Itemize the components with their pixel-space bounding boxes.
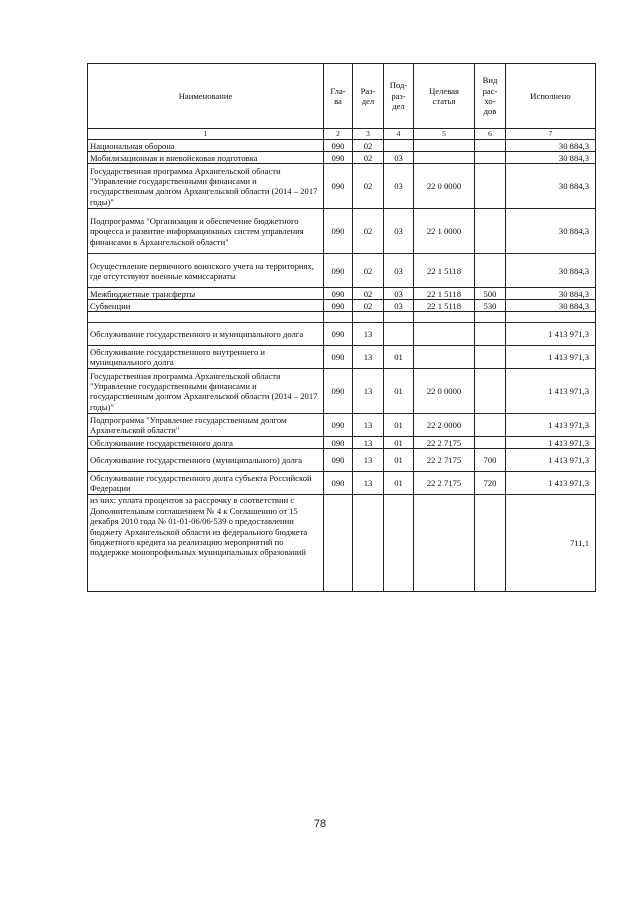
row-name: Государственная программа Архангельской области "Управление государственными финансами и государственным долгом Архангельской области (2014 – 2017 годы)" [88,369,324,414]
row-razdel: 02 [353,254,384,288]
row-name: Национальная оборона [88,140,324,152]
row-glava: 090 [324,414,353,437]
row-razdel: 02 [353,209,384,254]
row-podrazdel: 03 [384,164,414,209]
row-podrazdel: 03 [384,300,414,312]
row-podrazdel: 03 [384,152,414,164]
row-statya: 22 1 5118 [414,288,475,300]
header-statya: Целевая статья [414,64,475,129]
row-glava: 090 [324,254,353,288]
row-statya: 22 0 0000 [414,164,475,209]
row-razdel: 13 [353,449,384,472]
row-statya: 22 1 0000 [414,209,475,254]
table-row [88,346,596,369]
row-glava: 090 [324,288,353,300]
column-index: 4 [384,129,414,140]
row-value: 1 413 971,3 [506,369,596,414]
row-podrazdel: 03 [384,288,414,300]
row-statya [414,495,475,592]
row-razdel: 02 [353,140,384,152]
row-statya [414,323,475,346]
table-row [88,323,596,346]
row-statya: 22 2 7175 [414,437,475,449]
column-index: 1 [88,129,324,140]
row-podrazdel [384,495,414,592]
table-row [88,140,596,152]
row-razdel: 13 [353,369,384,414]
row-value: 1 413 971,3 [506,472,596,495]
row-statya: 22 1 5118 [414,254,475,288]
table-row [88,152,596,164]
row-vid: 530 [475,300,506,312]
row-value: 1 413 971,3 [506,449,596,472]
table-row [88,495,596,592]
column-index: 2 [324,129,353,140]
row-glava: 090 [324,323,353,346]
row-vid: 700 [475,449,506,472]
row-glava: 090 [324,346,353,369]
row-vid [475,437,506,449]
row-statya: 22 0 0000 [414,369,475,414]
header-glava: Гла- ва [324,64,353,129]
row-statya: 22 1 5118 [414,300,475,312]
table-row [88,300,596,312]
table-row [88,472,596,495]
row-podrazdel: 01 [384,414,414,437]
row-podrazdel: 03 [384,209,414,254]
row-vid [475,140,506,152]
table-row [88,254,596,288]
row-razdel: 13 [353,437,384,449]
row-razdel: 13 [353,346,384,369]
row-razdel: 02 [353,164,384,209]
row-value: 30 884,3 [506,164,596,209]
spacer-cell [414,312,475,323]
row-value: 1 413 971,3 [506,323,596,346]
row-glava: 090 [324,472,353,495]
table-row [88,209,596,254]
row-value: 30 884,3 [506,209,596,254]
header-podrazdel: Под- раз- дел [384,64,414,129]
row-vid [475,495,506,592]
row-name: Обслуживание государственного внутреннего и муниципального долга [88,346,324,369]
row-vid: 720 [475,472,506,495]
row-statya: 22 2 7175 [414,472,475,495]
row-vid [475,346,506,369]
header-razdel: Раз- дел [353,64,384,129]
column-index: 7 [506,129,596,140]
row-name: Осуществление первичного воинского учета на территориях, где отсутствуют военные комиссариаты [88,254,324,288]
row-razdel: 02 [353,152,384,164]
row-razdel: 13 [353,414,384,437]
row-value: 1 413 971,3 [506,437,596,449]
row-podrazdel: 01 [384,369,414,414]
row-name: Мобилизационная и вневойсковая подготовка [88,152,324,164]
column-index: 3 [353,129,384,140]
spacer-cell [88,312,324,323]
row-value: 30 884,3 [506,300,596,312]
row-podrazdel: 01 [384,472,414,495]
spacer-cell [506,312,596,323]
row-name: из них: уплата процентов за рассрочку в соответствии с Дополнительным соглашением № 4 к Соглашению от 15 декабря 2010 года № 01-01-06/06-539 о предоставлении бюджету Архангельской области из федерального бюджета бюджетного кредита на реализацию мероприятий по поддержке монопрофильных муниципальных образований [88,495,324,592]
row-value: 1 413 971,3 [506,346,596,369]
row-podrazdel: 01 [384,346,414,369]
row-value: 1 413 971,3 [506,414,596,437]
row-glava: 090 [324,369,353,414]
row-vid [475,254,506,288]
table-row [88,437,596,449]
spacer-row [88,312,596,323]
table-body [88,140,596,592]
row-glava: 090 [324,152,353,164]
row-razdel: 02 [353,288,384,300]
header-vid: Вид рас- хо- дов [475,64,506,129]
row-name: Подпрограмма "Организация и обеспечение бюджетного процесса и развитие информационных систем управления финансами в Архангельской области" [88,209,324,254]
row-vid [475,369,506,414]
column-index-row [88,129,596,140]
row-name: Обслуживание государственного (муниципального) долга [88,449,324,472]
header-row [88,64,596,129]
row-value: 30 884,3 [506,152,596,164]
spacer-cell [384,312,414,323]
row-vid [475,414,506,437]
row-value: 30 884,3 [506,254,596,288]
header-name: Наименование [88,64,324,129]
row-podrazdel [384,323,414,346]
table-row [88,164,596,209]
table-row [88,288,596,300]
row-name: Обслуживание государственного и муниципального долга [88,323,324,346]
page-number: 78 [313,818,327,830]
row-razdel: 13 [353,323,384,346]
row-vid: 500 [475,288,506,300]
row-name: Обслуживание государственного долга субъекта Российской Федерации [88,472,324,495]
row-glava: 090 [324,164,353,209]
table-row [88,414,596,437]
budget-table [87,63,596,592]
spacer-cell [324,312,353,323]
row-glava: 090 [324,300,353,312]
row-name: Обслуживание государственного долга [88,437,324,449]
row-statya [414,346,475,369]
row-statya: 22 2 7175 [414,449,475,472]
row-value: 30 884,3 [506,140,596,152]
table-row [88,449,596,472]
row-statya: 22 2 0000 [414,414,475,437]
row-glava: 090 [324,437,353,449]
row-statya [414,140,475,152]
table-row [88,369,596,414]
row-vid [475,209,506,254]
row-razdel: 13 [353,472,384,495]
row-glava [324,495,353,592]
column-index: 6 [475,129,506,140]
row-podrazdel: 01 [384,437,414,449]
row-vid [475,164,506,209]
row-name: Межбюджетные трансферты [88,288,324,300]
spacer-cell [353,312,384,323]
row-vid [475,323,506,346]
row-name: Государственная программа Архангельской области "Управление государственными финансами и государственным долгом Архангельской области (2014 – 2017 годы)" [88,164,324,209]
row-podrazdel: 01 [384,449,414,472]
row-glava: 090 [324,140,353,152]
row-podrazdel [384,140,414,152]
row-glava: 090 [324,449,353,472]
row-value: 30 884,3 [506,288,596,300]
row-glava: 090 [324,209,353,254]
row-vid [475,152,506,164]
row-statya [414,152,475,164]
row-razdel [353,495,384,592]
row-name: Подпрограмма "Управление государственным долгом Архангельской области" [88,414,324,437]
row-podrazdel: 03 [384,254,414,288]
row-name: Субвенции [88,300,324,312]
row-value: 711,1 [506,495,596,592]
header-ispolneno: Исполнено [506,64,596,129]
spacer-cell [475,312,506,323]
row-razdel: 02 [353,300,384,312]
column-index: 5 [414,129,475,140]
